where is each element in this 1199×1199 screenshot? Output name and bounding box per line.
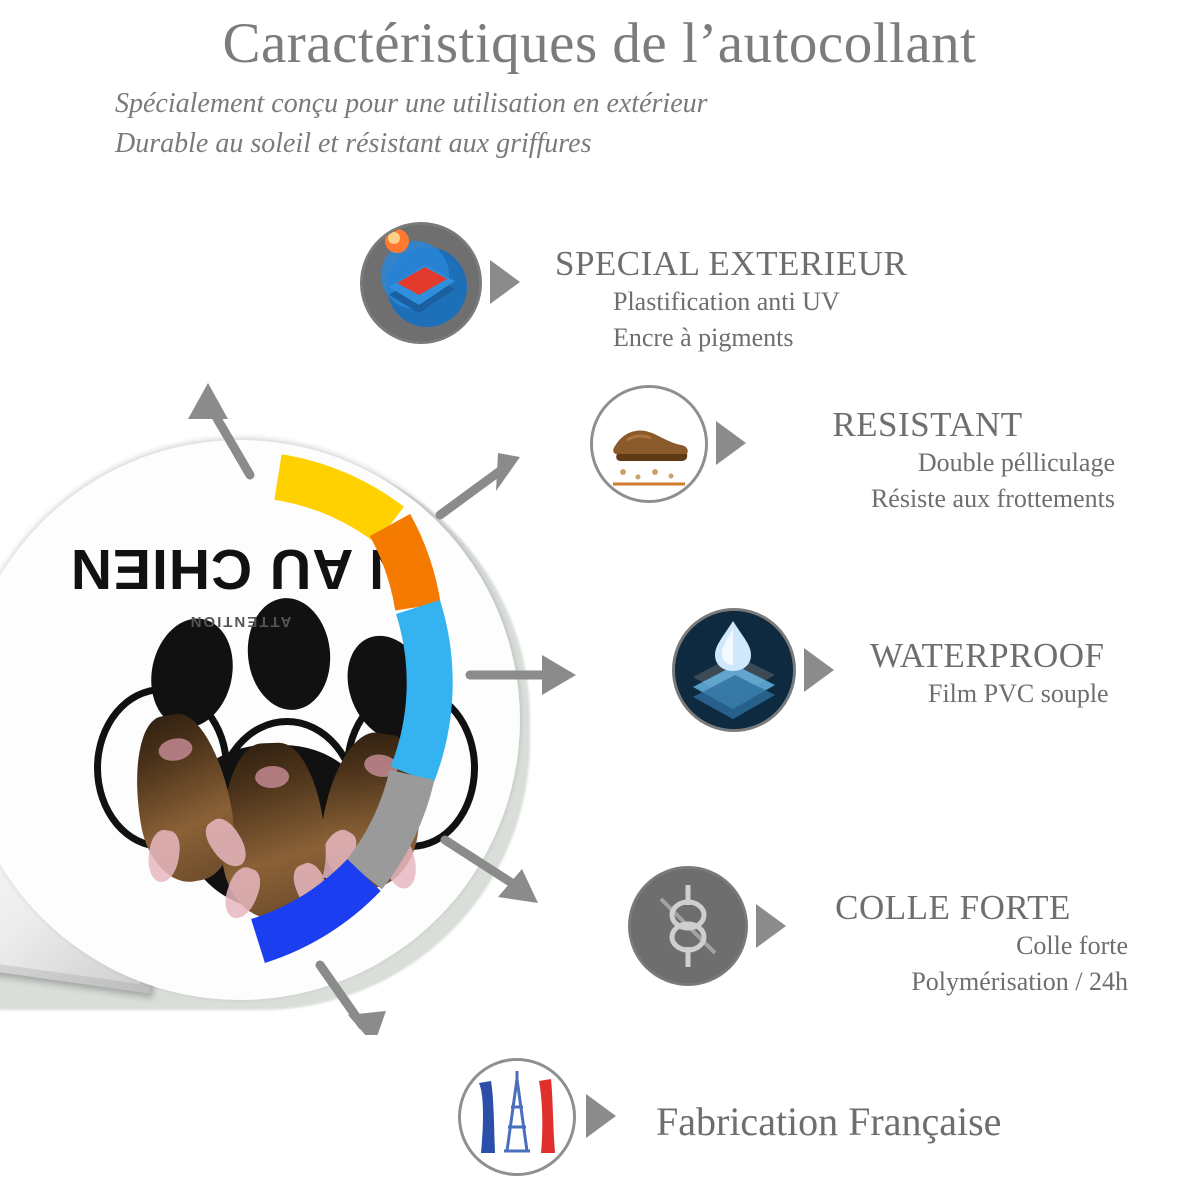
feature-line: Polymérisation / 24h: [911, 966, 1128, 996]
feature-line: Plastification anti UV: [613, 287, 840, 316]
feature-line: Encre à pigments: [613, 322, 794, 352]
chain-link-icon: [628, 866, 748, 986]
header: [0, 0, 1199, 163]
feature-title: RESISTANT: [832, 405, 1023, 444]
feature-arrow-icon: [490, 260, 520, 304]
eiffel-tower-french-flag-icon: [458, 1058, 576, 1176]
waterdrop-layers-icon: [672, 608, 796, 732]
page-title: Caractéristiques de l’autocollant: [222, 12, 977, 75]
feature-line: Double pélliculage: [917, 448, 1115, 477]
feature-text-block: [555, 244, 907, 356]
feature-line: Film PVC souple: [928, 679, 1109, 708]
connector-arrowhead-3: [542, 655, 576, 695]
feature-title: WATERPROOF: [870, 636, 1105, 675]
connector-arrowhead-2: [496, 453, 520, 491]
arc-grey: [364, 775, 412, 875]
uv-lamination-icon: [360, 222, 482, 344]
feature-line: Colle forte: [1016, 931, 1128, 960]
shoe-abrasion-icon: [590, 385, 708, 503]
feature-text-block: [740, 405, 1115, 517]
arc-blue-light: [412, 607, 430, 775]
feature-arrow-icon: [586, 1094, 616, 1138]
feature-line: Résiste aux frottements: [870, 483, 1115, 513]
sticker-subtext: ATTENTION: [188, 613, 292, 630]
arc-yellow: [278, 477, 390, 525]
sticker-text: N AU CHIEN: [69, 537, 411, 601]
feature-arrow-icon: [804, 648, 834, 692]
arc-blue-dark: [258, 875, 364, 941]
feature-title: SPECIAL EXTERIEUR: [555, 244, 908, 283]
subtitle-line-2: Durable au soleil et résistant aux griffures: [115, 127, 592, 159]
connector-line-4: [445, 840, 518, 887]
arc-orange: [390, 525, 418, 607]
subtitle-line-1: Spécialement conçu pour une utilisation en extérieur: [115, 87, 708, 119]
connector-arrowhead-1: [188, 383, 228, 419]
connector-line-2: [440, 471, 500, 515]
color-arc-ring: [140, 375, 640, 1035]
feature-text-block: [870, 636, 1109, 712]
made-in-france-label: Fabrication Française: [656, 1099, 1002, 1144]
feature-title: COLLE FORTE: [835, 888, 1071, 927]
subtitle-block: [0, 84, 1199, 164]
connector-arrowhead-5: [348, 1011, 386, 1035]
feature-text-block: [778, 888, 1128, 1000]
